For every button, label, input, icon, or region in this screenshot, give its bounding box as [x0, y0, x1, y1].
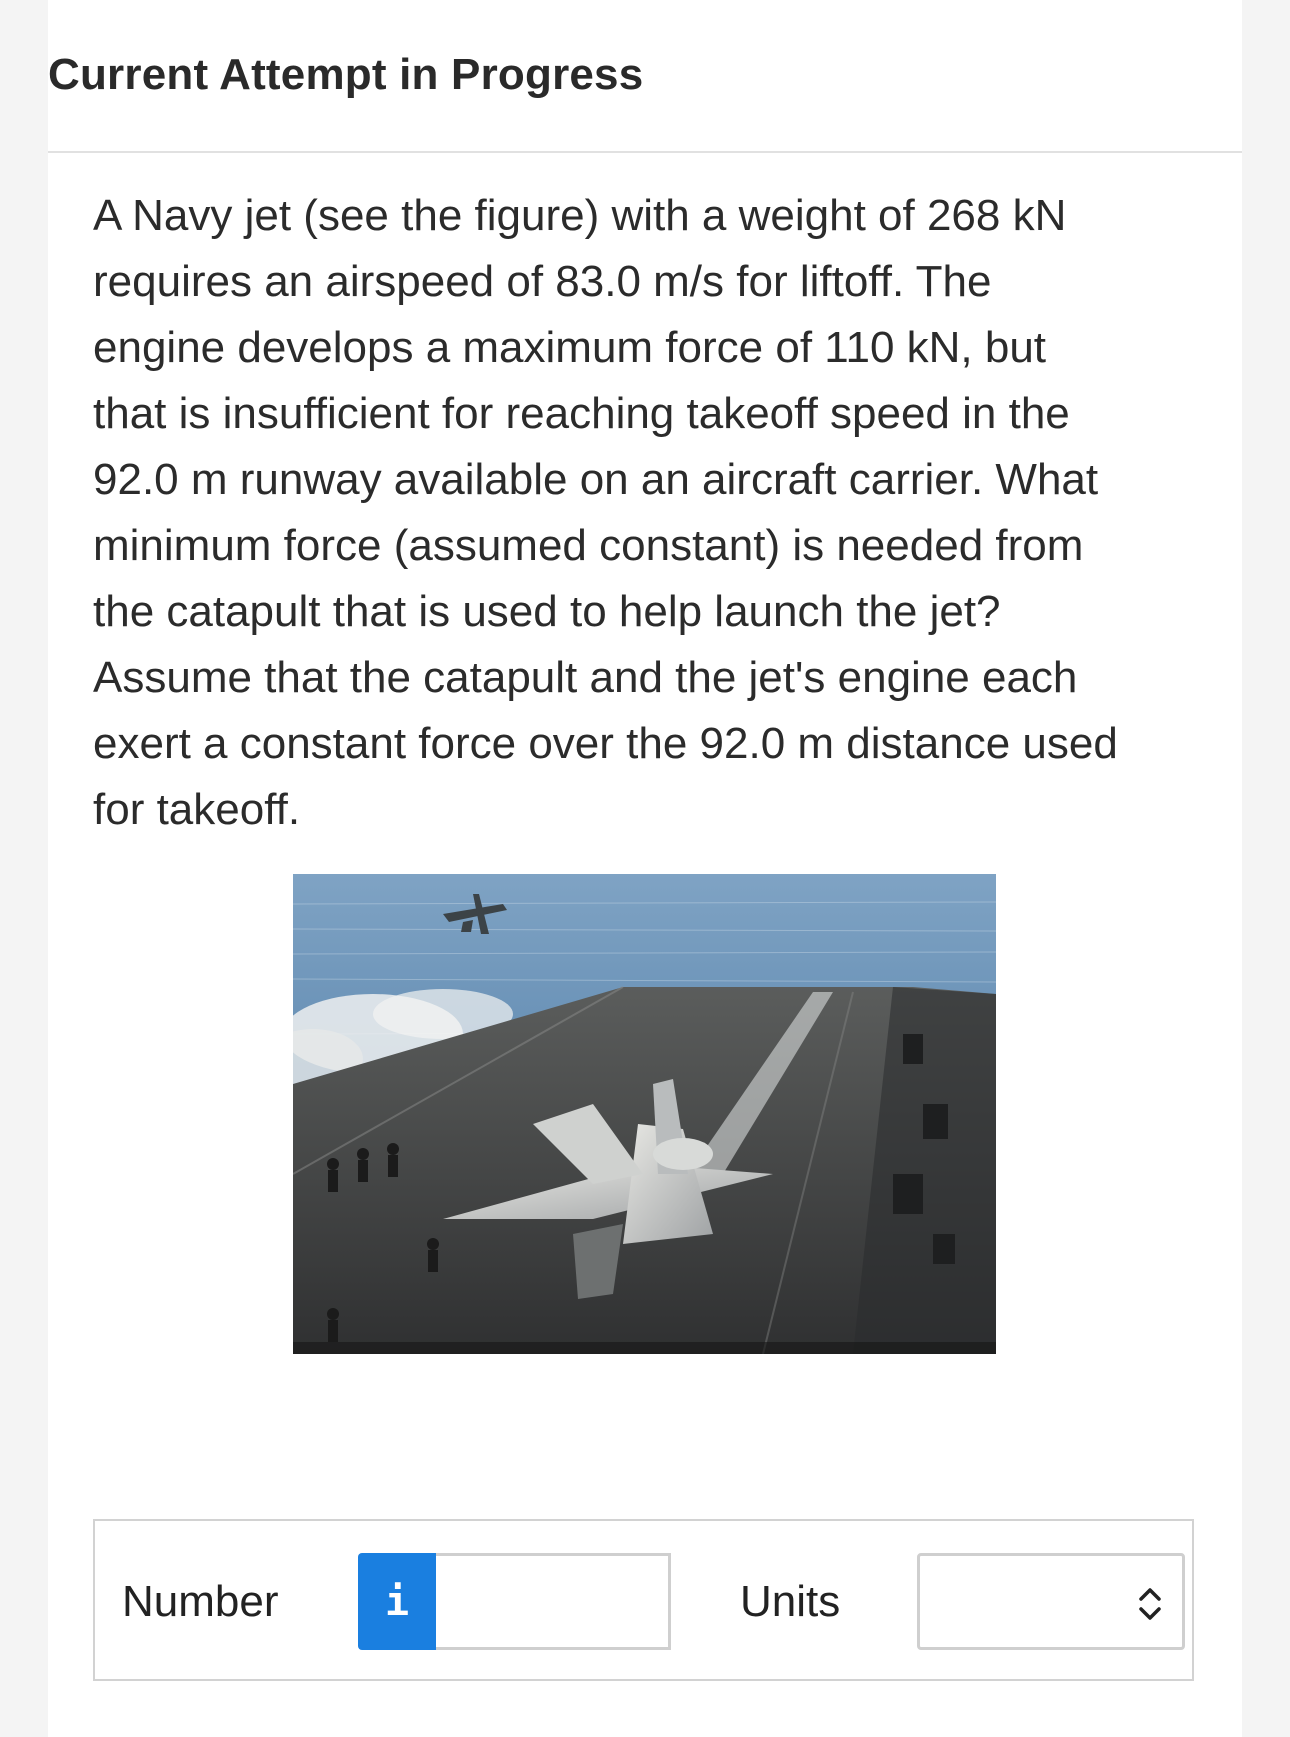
answer-panel [93, 1519, 1194, 1681]
number-input[interactable] [436, 1553, 671, 1650]
question-line: the catapult that is used to help launch the jet? [93, 587, 1001, 636]
chevron-up-down-icon [1136, 1584, 1164, 1624]
question-line: Assume that the catapult and the jet's engine each [93, 653, 1078, 702]
question-line: requires an airspeed of 83.0 m/s for liftoff. The [93, 257, 992, 306]
number-label: Number [122, 1577, 279, 1626]
aircraft-carrier-photo [293, 874, 996, 1354]
question-line: engine develops a maximum force of 110 kN, but [93, 323, 1047, 372]
question-text [93, 183, 1203, 843]
question-line: for takeoff. [93, 785, 301, 834]
question-line: that is insufficient for reaching takeoff speed in the [93, 389, 1070, 438]
units-label: Units [740, 1577, 841, 1626]
units-select[interactable] [917, 1553, 1185, 1650]
question-line: minimum force (assumed constant) is needed from [93, 521, 1084, 570]
page-title: Current Attempt in Progress [48, 50, 644, 99]
info-icon[interactable]: i [358, 1553, 436, 1650]
header-divider [48, 151, 1242, 153]
question-line: 92.0 m runway available on an aircraft carrier. What [93, 455, 1099, 504]
question-line: A Navy jet (see the figure) with a weight of 268 kN [93, 191, 1067, 240]
question-line: exert a constant force over the 92.0 m distance used [93, 719, 1118, 768]
